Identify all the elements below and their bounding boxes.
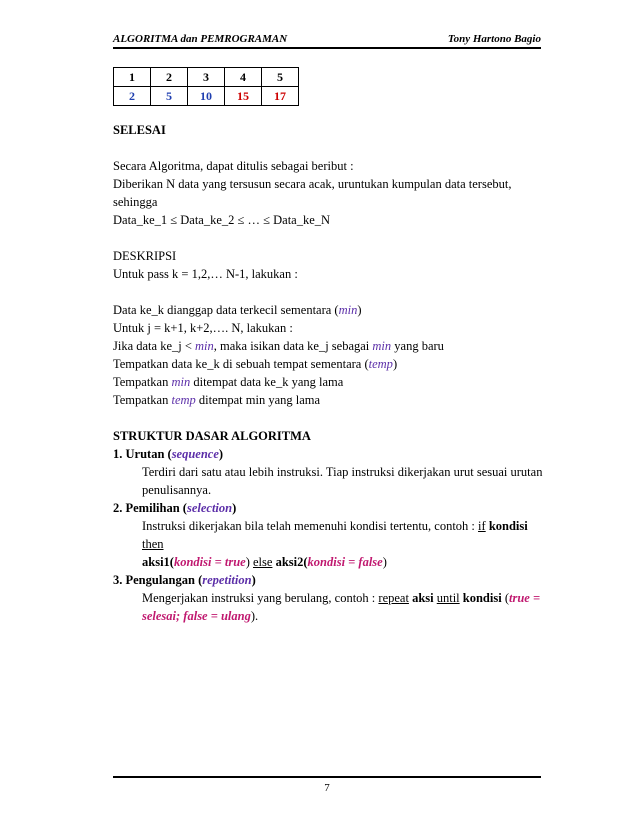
page-number: 7 (324, 782, 330, 794)
table-cell: 15 (225, 87, 262, 106)
table-row (114, 87, 299, 106)
text-line: Secara Algoritma, dapat ditulis sebagai beribut : (113, 159, 354, 173)
table-cell: 3 (188, 68, 225, 87)
page-header (113, 29, 541, 49)
table-cell: 4 (225, 68, 262, 87)
text-line: penulisannya. (142, 483, 212, 497)
header-title: ALGORITMA dan PEMROGRAMAN (113, 33, 288, 45)
text-line: Mengerjakan instruksi yang berulang, contoh : repeat aksi until kondisi (true = (142, 591, 541, 605)
text-line: Instruksi dikerjakan bila telah memenuhi kondisi tertentu, contoh : if kondisi then (142, 519, 528, 551)
table-cell: 5 (151, 87, 188, 106)
text-line: Jika data ke_j < min, maka isikan data ke_j sebagai min yang baru (113, 339, 444, 353)
heading-deskripsi: DESKRIPSI (113, 249, 177, 263)
data-table (113, 67, 299, 106)
text-line: Untuk pass k = 1,2,… N-1, lakukan : (113, 267, 298, 281)
text-line: Tempatkan data ke_k di sebuah tempat sementara (temp) (113, 357, 398, 371)
text-line: Diberikan N data yang tersusun secara acak, uruntukan kumpulan data tersebut, sehingga (113, 177, 512, 209)
table-cell: 1 (114, 68, 151, 87)
heading-struktur: STRUKTUR DASAR ALGORITMA (113, 429, 311, 443)
header-author: Tony Hartono Bagio (447, 33, 541, 45)
text-line: Tempatkan temp ditempat min yang lama (113, 393, 321, 407)
document-body (113, 121, 543, 625)
text-line: Data ke_k dianggap data terkecil sementara (min) (113, 303, 362, 317)
text-line: selesai; false = ulang). (142, 609, 259, 623)
text-line: Data_ke_1 ≤ Data_ke_2 ≤ … ≤ Data_ke_N (113, 213, 331, 227)
item-pemilihan: 2. Pemilihan (selection) (113, 501, 237, 515)
heading-selesai: SELESAI (113, 123, 166, 137)
table-row (114, 68, 299, 87)
page-footer (113, 776, 541, 794)
table-cell: 2 (151, 68, 188, 87)
text-line: aksi1(kondisi = true) else aksi2(kondisi = false) (142, 555, 387, 569)
item-urutan: 1. Urutan (sequence) (113, 447, 224, 461)
item-pengulangan: 3. Pengulangan (repetition) (113, 573, 256, 587)
table-cell: 10 (188, 87, 225, 106)
text-line: Tempatkan min ditempat data ke_k yang lama (113, 375, 344, 389)
table-cell: 2 (114, 87, 151, 106)
table-cell: 5 (262, 68, 299, 87)
text-line: Terdiri dari satu atau lebih instruksi. Tiap instruksi dikerjakan urut sesuai urutan (142, 465, 543, 479)
table-cell: 17 (262, 87, 299, 106)
text-line: Untuk j = k+1, k+2,…. N, lakukan : (113, 321, 293, 335)
